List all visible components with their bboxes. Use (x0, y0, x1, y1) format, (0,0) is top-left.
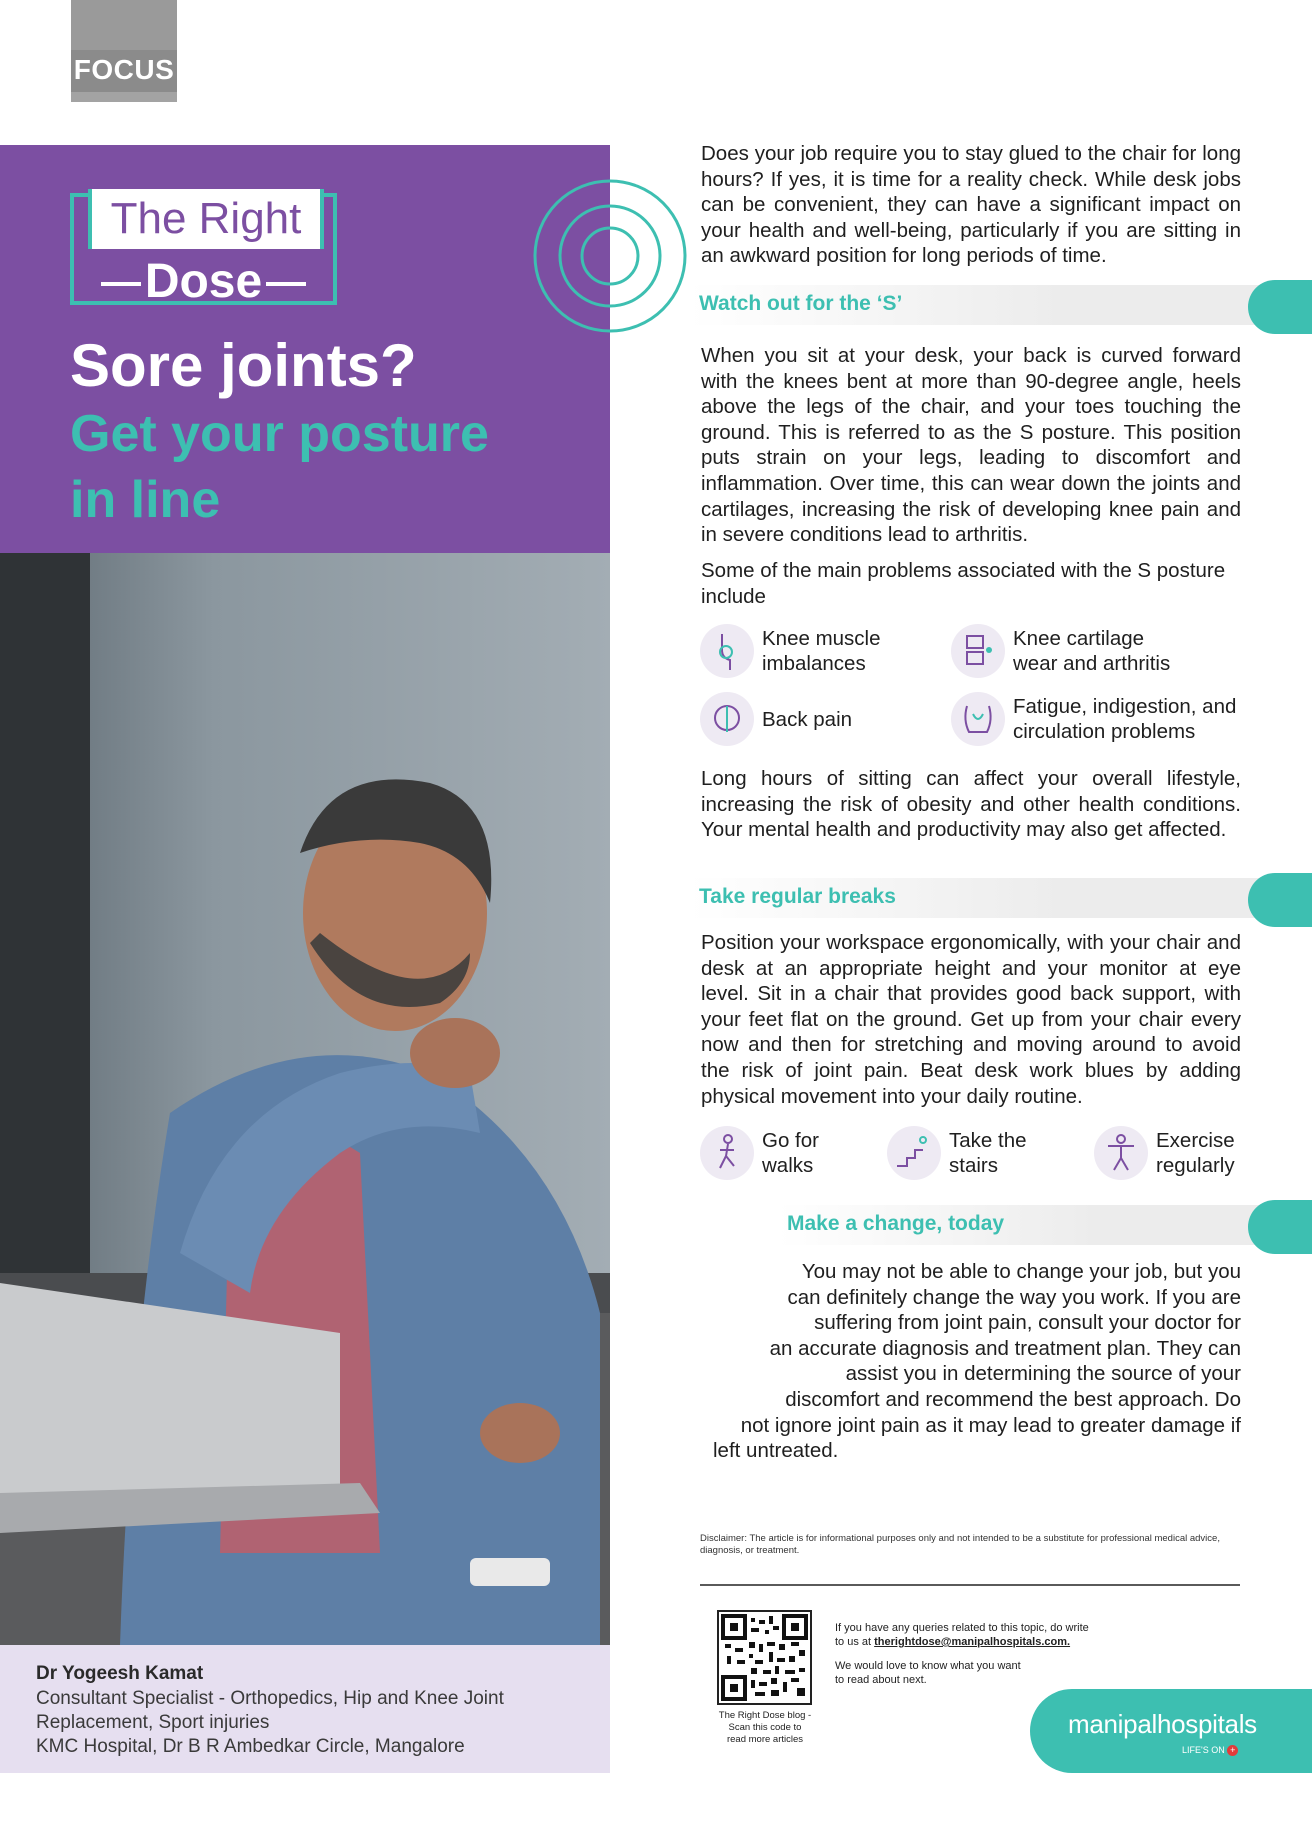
knee-icon (700, 624, 754, 678)
hospital-logo-tagline-wrap (1182, 1745, 1238, 1756)
contact-email-link[interactable]: therightdose@manipalhospitals.com. (874, 1636, 1071, 1648)
section-accent-pill (1248, 1200, 1312, 1254)
problem-line2: circulation problems (1013, 720, 1196, 743)
s-posture-body: When you sit at your desk, your back is curved forward with the knees bent at more than 90-degree angle, heels above the legs of the chair, and your toes touching the ground. This is referred to as the S posture. This position puts strain on your legs, leading to discomfort and inflammation. Over time, this can wear down the joints and cartilages, increasing the risk of developing knee pain and in severe conditions lead to arthritis. (701, 344, 1241, 547)
problem-item-back-pain (700, 692, 852, 746)
change-line: can definitely change the way you work. If you are (787, 1285, 1241, 1309)
problem-line1: Fatigue, indigestion, and (1013, 695, 1237, 718)
man-with-neck-pain-illustration (0, 553, 610, 1645)
breaks-body: Position your workspace ergonomically, with your chair and desk at an appropriate height and your monitor at eye level. Sit in a chair that provides good back support, with your feet flat on the ground. Get up from your chair every now and then for stretching and moving around to avoid the risk of joint pain. Beat desk work blues by adding physical movement into your daily routine. (701, 931, 1241, 1108)
digestion-icon (951, 692, 1005, 746)
tip-label-walks (762, 1128, 819, 1178)
section-heading-s-posture: Watch out for the ‘S’ (699, 292, 903, 315)
stairs-icon (887, 1126, 941, 1180)
hero-banner (0, 145, 610, 553)
tip-line1: Exercise (1156, 1129, 1235, 1152)
change-line: suffering from joint pain, consult your doctor for (814, 1311, 1241, 1335)
page-subtitle (70, 401, 489, 533)
knee-joint-icon (951, 624, 1005, 678)
problem-label-fatigue (1013, 694, 1236, 744)
qr-caption-line: read more articles (726, 1734, 804, 1745)
plus-icon: + (1227, 1745, 1238, 1756)
change-line: not ignore joint pain as it may lead to greater damage if (740, 1413, 1241, 1437)
author-role-line3: KMC Hospital, Dr B R Ambedkar Circle, Mangalore (36, 1736, 465, 1757)
tip-label-exercise (1156, 1128, 1235, 1178)
section-accent-pill (1248, 873, 1312, 927)
tip-item-walks (700, 1126, 819, 1180)
change-body (704, 1259, 1241, 1464)
intro-paragraph: Does your job require you to stay glued to the chair for long hours? If yes, it is time for a reality check. While desk jobs can be convenient, they can have a significant impact on your health and well-being, particularly if you are sitting in an awkward position for long periods of time. (701, 142, 1241, 268)
sitting-lifestyle-paragraph: Long hours of sitting can affect your overall lifestyle, increasing the risk of obesity and other health conditions. Your mental health and productivity may also get affected. (701, 767, 1241, 842)
tip-line2: regularly (1156, 1154, 1235, 1177)
problem-line2: wear and arthritis (1013, 652, 1171, 675)
author-role-line2: Replacement, Sport injuries (36, 1712, 270, 1733)
section-header-breaks (690, 878, 1312, 918)
brand-dash-right (266, 282, 306, 286)
hospital-logo-tagline: LIFE'S ON (1182, 1745, 1225, 1755)
brand-logo-top (88, 189, 324, 249)
change-line: an accurate diagnosis and treatment plan. They can (769, 1336, 1241, 1360)
page-subtitle-line2: in line (70, 471, 221, 529)
tip-line2: stairs (949, 1154, 998, 1177)
change-line: left untreated. (713, 1439, 839, 1463)
section-heading-breaks: Take regular breaks (699, 885, 896, 908)
section-tag-band (71, 0, 177, 50)
brand-name-line2: Dose (144, 255, 263, 308)
tip-line2: walks (762, 1154, 814, 1177)
tip-item-exercise (1094, 1126, 1235, 1180)
problem-item-knee-muscle (700, 624, 881, 678)
problem-label-knee-muscle (762, 626, 881, 676)
brand-logo-box (70, 193, 337, 308)
section-tag-label: FOCUS (73, 54, 175, 85)
problems-intro: Some of the main problems associated with the S posture include (701, 559, 1226, 608)
change-line: discomfort and recommend the best approach. Do (785, 1387, 1241, 1411)
section-header-change (778, 1205, 1312, 1245)
change-line: assist you in determining the source of your (845, 1362, 1241, 1386)
contact-line: to read about next. (835, 1674, 927, 1686)
target-rings-icon (530, 176, 690, 336)
change-line: You may not be able to change your job, but you (801, 1260, 1241, 1283)
qr-caption-line: The Right Dose blog - (718, 1710, 812, 1721)
section-tag-rule (71, 92, 177, 102)
page-subtitle-line1: Get your posture (70, 405, 489, 463)
qr-code[interactable] (717, 1610, 812, 1705)
disclaimer-text: Disclaimer: The article is for informational purposes only and not intended to be a substitute for professional medical advice, diagnosis, or treatment. (700, 1533, 1220, 1556)
brand-name-line1: The Right (110, 194, 302, 243)
author-panel (0, 1645, 610, 1773)
contact-prefix: to us at (835, 1636, 875, 1648)
footer-divider (700, 1584, 1240, 1586)
author-name: Dr Yogeesh Kamat (36, 1663, 204, 1684)
section-heading-change: Make a change, today (787, 1212, 1005, 1235)
brand-dash-left (101, 282, 141, 286)
exercise-icon (1094, 1126, 1148, 1180)
section-tag (71, 0, 177, 102)
walking-icon (700, 1126, 754, 1180)
problem-line2: imbalances (762, 652, 866, 675)
problem-line1: Back pain (762, 707, 853, 731)
tip-line1: Take the (949, 1129, 1027, 1152)
contact-spacer (835, 1649, 1155, 1659)
hospital-logo (1030, 1689, 1312, 1773)
hospital-logo-name: manipalhospitals (1068, 1709, 1257, 1739)
hero-photo (0, 553, 610, 1645)
problem-line1: Knee muscle (762, 627, 881, 650)
contact-line: We would love to know what you want (835, 1660, 1021, 1672)
back-icon (700, 692, 754, 746)
section-accent-pill (1248, 280, 1312, 334)
qr-caption-line: Scan this code to (728, 1722, 802, 1733)
author-role-line1: Consultant Specialist - Orthopedics, Hip and Knee Joint (36, 1688, 504, 1709)
contact-email-line (835, 1635, 1155, 1649)
tip-item-stairs (887, 1126, 1027, 1180)
qr-caption (710, 1710, 820, 1746)
page-title: Sore joints? (70, 332, 417, 399)
problem-label-knee-cartilage (1013, 626, 1170, 676)
problem-item-fatigue (951, 692, 1236, 746)
tip-line1: Go for (762, 1129, 819, 1152)
problem-line1: Knee cartilage (1013, 627, 1145, 650)
tip-label-stairs (949, 1128, 1027, 1178)
problem-item-knee-cartilage (951, 624, 1170, 678)
section-header-s-posture (690, 285, 1312, 325)
problem-label-back-pain (762, 707, 852, 732)
brand-name-line2-wrap (86, 257, 321, 307)
contact-line: If you have any queries related to this topic, do write (835, 1622, 1089, 1634)
contact-info (835, 1621, 1155, 1687)
